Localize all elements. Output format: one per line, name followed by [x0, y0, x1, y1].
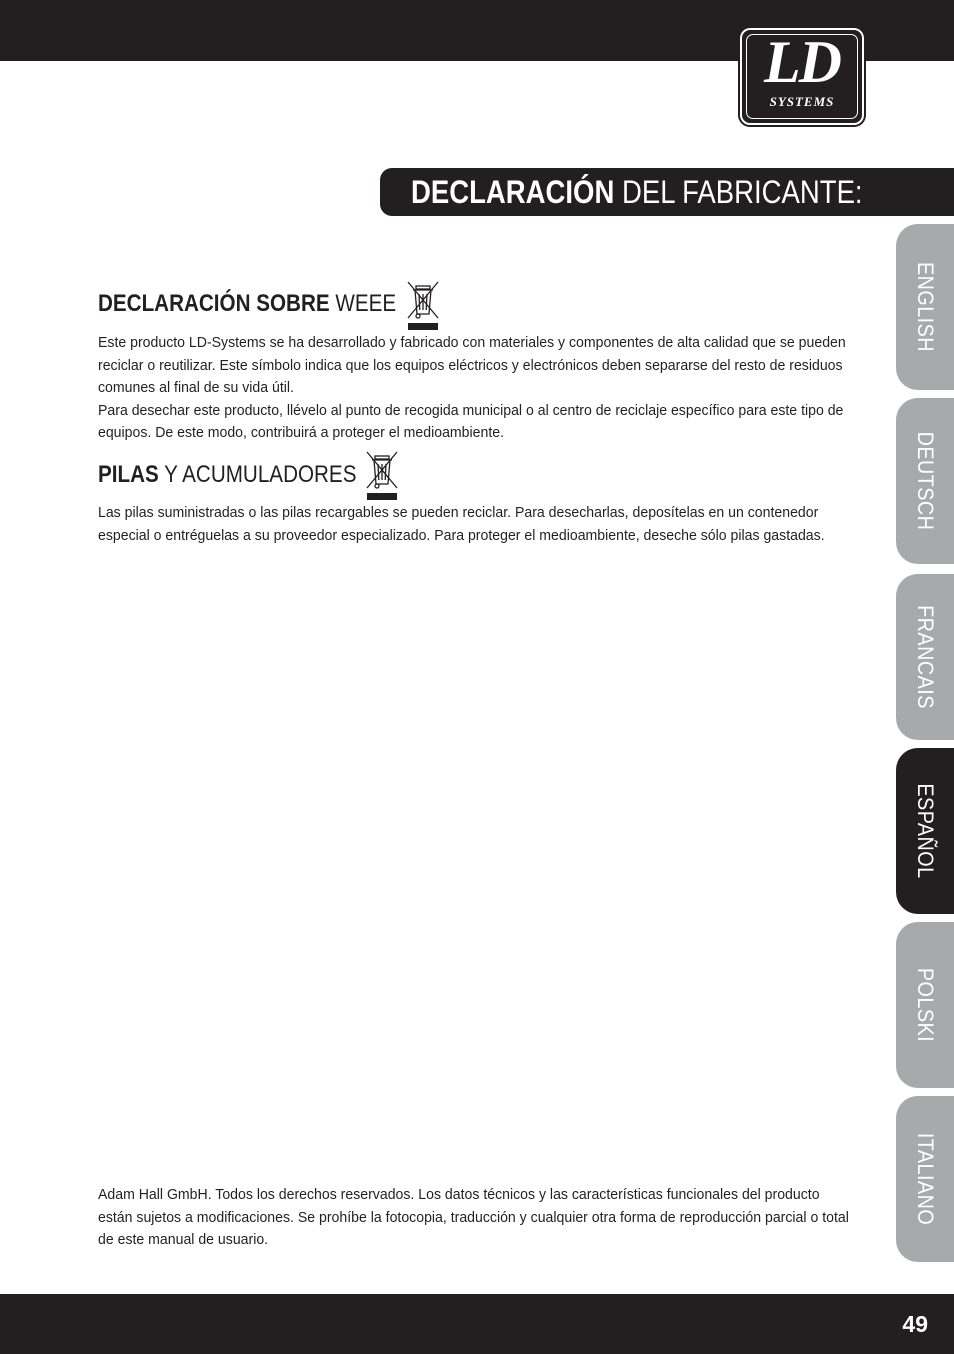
batteries-heading-rest: Y ACUMULADORES: [158, 461, 357, 488]
tab-label: DEUTSCH: [913, 431, 938, 531]
tab-label: POLSKI: [913, 967, 938, 1043]
copyright-note: [98, 1184, 850, 1252]
weee-bin-icon: [406, 280, 440, 332]
page-title-rest: DEL FABRICANTE:: [614, 174, 863, 210]
page-title-bold: DECLARACIÓN: [411, 174, 615, 210]
tab-label: ITALIANO: [913, 1132, 938, 1226]
copyright-text: Adam Hall GmbH. Todos los derechos reservados. Los datos técnicos y las características funcionales del producto están sujetos a modificaciones. Se prohíbe la fotocopia, traducción y cualquier otra forma de reproducción parcial o total de este manual de usuario.: [98, 1186, 849, 1248]
tab-polski[interactable]: [896, 922, 954, 1088]
page-title: [411, 172, 863, 212]
ld-systems-logo: [740, 28, 864, 125]
weee-paragraph-2: Para desechar este producto, llévelo al punto de recogida municipal o al centro de reciclaje específico para este tipo de equipos. De este modo, contribuirá a proteger el medioambiente.: [98, 401, 844, 441]
tab-label: ESPAÑOL: [913, 783, 938, 879]
batteries-heading: [98, 460, 356, 490]
tab-espanol[interactable]: [896, 748, 954, 914]
battery-bin-icon: [365, 450, 399, 502]
page-number: 49: [902, 1311, 928, 1337]
batteries-body: [98, 502, 850, 547]
batteries-heading-bold: PILAS: [98, 461, 159, 488]
logo-systems-text: SYSTEMS: [769, 94, 835, 109]
title-banner: [380, 168, 954, 216]
tab-label: ENGLISH: [913, 261, 938, 353]
weee-body: [98, 332, 850, 445]
tab-english[interactable]: [896, 224, 954, 390]
weee-paragraph-1: Este producto LD-Systems se ha desarrollado y fabricado con materiales y componentes de alta calidad que se pueden reciclar o reutilizar. Este símbolo indica que los equipos eléctricos y electrónicos deben separarse del resto de residuos comunes al final de su vida útil.: [98, 334, 846, 396]
batteries-paragraph: Las pilas suministradas o las pilas recargables se pueden reciclar. Para desecharlas, deposítelas en un contenedor especial o entréguelas a su proveedor especializado. Para proteger el medioambiente, deseche sólo pilas gastadas.: [98, 504, 825, 544]
tab-francais[interactable]: [896, 574, 954, 740]
weee-heading-bold: DECLARACIÓN SOBRE: [98, 290, 330, 317]
bottom-bar: [0, 1294, 954, 1354]
tab-italiano[interactable]: [896, 1096, 954, 1262]
tab-deutsch[interactable]: [896, 398, 954, 564]
weee-heading-rest: WEEE: [329, 290, 397, 317]
logo-ld-text: LD: [764, 29, 840, 95]
tab-label: FRANCAIS: [913, 605, 938, 709]
weee-heading: [98, 289, 396, 319]
